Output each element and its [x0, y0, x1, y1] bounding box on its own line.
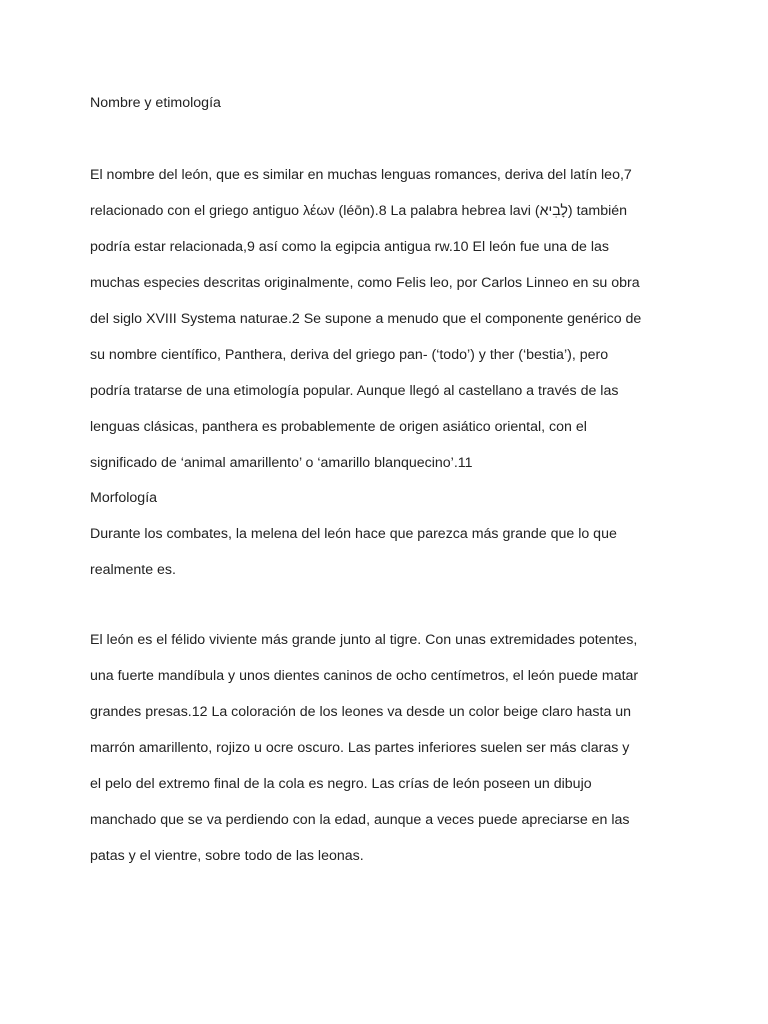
paragraph-line: del siglo XVIII Systema naturae.2 Se supone a menudo que el componente genérico de — [90, 311, 642, 327]
paragraph-line: manchado que se va perdiendo con la edad, aunque a veces puede apreciarse en las — [90, 812, 630, 828]
paragraph-line: relacionado con el griego antiguo λέων (léōn).8 La palabra hebrea lavi (לָבִיא) también — [90, 203, 628, 219]
paragraph-line: El león es el félido viviente más grande junto al tigre. Con unas extremidades potentes, — [90, 632, 638, 648]
section-heading: Nombre y etimología — [90, 95, 221, 111]
section-subheading: Morfología — [90, 490, 158, 506]
paragraph-line: su nombre científico, Panthera, deriva del griego pan- (‘todo’) y ther (‘bestia’), pero — [90, 347, 609, 363]
paragraph-line: el pelo del extremo final de la cola es negro. Las crías de león poseen un dibujo — [90, 776, 592, 792]
paragraph-line: significado de ‘animal amarillento’ o ‘amarillo blanquecino’.11 — [90, 455, 473, 471]
paragraph-line: lenguas clásicas, panthera es probablemente de origen asiático oriental, con el — [90, 419, 587, 435]
paragraph-line: muchas especies descritas originalmente, como Felis leo, por Carlos Linneo en su obra — [90, 275, 640, 291]
paragraph-line: Durante los combates, la melena del león hace que parezca más grande que lo que — [90, 526, 617, 542]
paragraph-line: podría tratarse de una etimología popular. Aunque llegó al castellano a través de las — [90, 383, 619, 399]
paragraph-line: marrón amarillento, rojizo u ocre oscuro. Las partes inferiores suelen ser más claras y — [90, 740, 630, 756]
paragraph-line: podría estar relacionada,9 así como la egipcia antigua rw.10 El león fue una de las — [90, 239, 609, 255]
paragraph-line: patas y el vientre, sobre todo de las leonas. — [90, 848, 364, 864]
paragraph-line: una fuerte mandíbula y unos dientes caninos de ocho centímetros, el león puede matar — [90, 668, 639, 684]
document-page — [90, 0, 690, 1024]
paragraph-line: realmente es. — [90, 562, 176, 578]
paragraph-line: El nombre del león, que es similar en muchas lenguas romances, deriva del latín leo,7 — [90, 167, 632, 183]
paragraph-line: grandes presas.12 La coloración de los leones va desde un color beige claro hasta un — [90, 704, 632, 720]
